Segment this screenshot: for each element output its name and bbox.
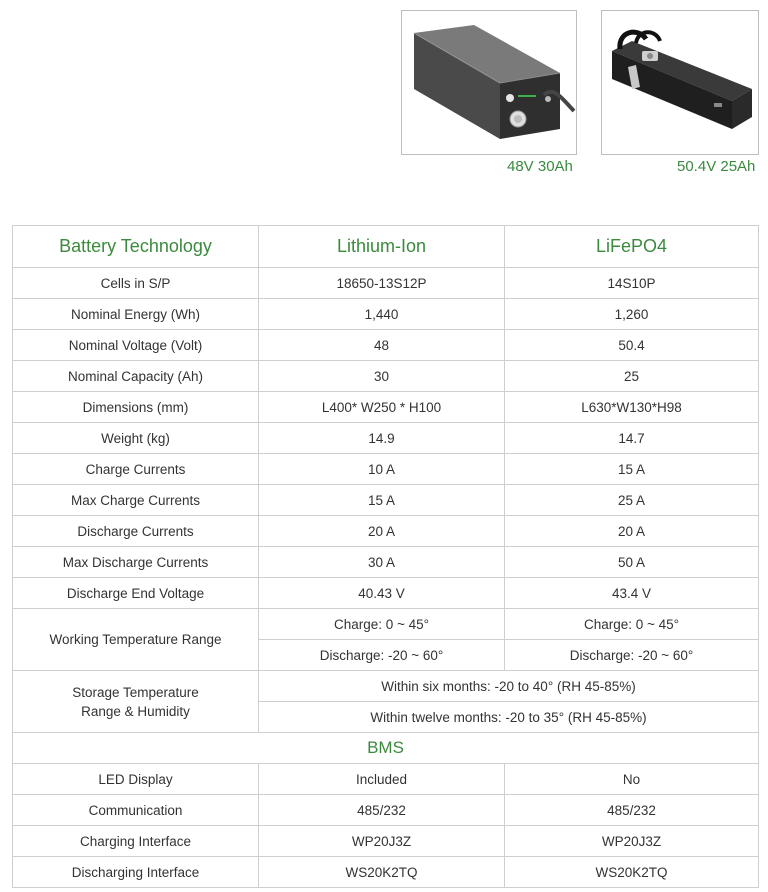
storage-label-line2: Range & Humidity [81, 703, 190, 719]
value-lithium-ion: 1,440 [259, 299, 505, 330]
product-caption: 48V 30Ah [507, 158, 573, 175]
value-lifepo4: No [505, 764, 759, 795]
value-lifepo4: 485/232 [505, 795, 759, 826]
row-label: Max Charge Currents [13, 485, 259, 516]
value-lithium-ion: L400* W250 * H100 [259, 392, 505, 423]
row-label: Working Temperature Range [13, 609, 259, 671]
row-label: Cells in S/P [13, 268, 259, 299]
value-lifepo4: 14.7 [505, 423, 759, 454]
row-label: Communication [13, 795, 259, 826]
row-label: Charge Currents [13, 454, 259, 485]
value-lithium-ion: 18650-13S12P [259, 268, 505, 299]
value-lifepo4: 25 [505, 361, 759, 392]
table-row-storage [13, 671, 759, 702]
row-label: Discharging Interface [13, 857, 259, 888]
value-lithium-ion: 48 [259, 330, 505, 361]
table-row [13, 485, 759, 516]
value-lithium-ion: 30 [259, 361, 505, 392]
value-lithium-ion: 10 A [259, 454, 505, 485]
value-lithium-ion: 20 A [259, 516, 505, 547]
bms-title: BMS [13, 733, 759, 764]
value-lithium-ion: 15 A [259, 485, 505, 516]
value-lifepo4: 14S10P [505, 268, 759, 299]
value-lifepo4: WS20K2TQ [505, 857, 759, 888]
table-row [13, 392, 759, 423]
product-image-frame [601, 10, 759, 155]
battery-box-image [402, 11, 576, 154]
value-lithium-ion: 14.9 [259, 423, 505, 454]
value-lithium-ion: 30 A [259, 547, 505, 578]
header-lifepo4: LiFePO4 [505, 226, 759, 268]
row-label: Nominal Voltage (Volt) [13, 330, 259, 361]
row-label: Nominal Capacity (Ah) [13, 361, 259, 392]
row-label: LED Display [13, 764, 259, 795]
table-row-working-temperature [13, 609, 759, 640]
header-lithium-ion: Lithium-Ion [259, 226, 505, 268]
row-label-storage [13, 671, 259, 733]
table-row [13, 857, 759, 888]
value-lithium-ion: 485/232 [259, 795, 505, 826]
value-lifepo4: WP20J3Z [505, 826, 759, 857]
table-row [13, 764, 759, 795]
value-lithium-ion: WP20J3Z [259, 826, 505, 857]
value-lifepo4: 20 A [505, 516, 759, 547]
value-lithium-ion: Included [259, 764, 505, 795]
table-row [13, 330, 759, 361]
value-lifepo4-discharge: Discharge: -20 ~ 60° [505, 640, 759, 671]
storage-six-months: Within six months: -20 to 40° (RH 45-85%) [259, 671, 759, 702]
table-row [13, 299, 759, 330]
table-row [13, 268, 759, 299]
table-row [13, 795, 759, 826]
row-label: Max Discharge Currents [13, 547, 259, 578]
value-lifepo4: 43.4 V [505, 578, 759, 609]
value-lithium-ion-discharge: Discharge: -20 ~ 60° [259, 640, 505, 671]
row-label: Discharge End Voltage [13, 578, 259, 609]
value-lifepo4: 50.4 [505, 330, 759, 361]
storage-twelve-months: Within twelve months: -20 to 35° (RH 45-85%) [259, 702, 759, 733]
table-row [13, 516, 759, 547]
header-battery-technology: Battery Technology [13, 226, 259, 268]
row-label: Discharge Currents [13, 516, 259, 547]
storage-label-line1: Storage Temperature [72, 684, 199, 700]
row-label: Nominal Energy (Wh) [13, 299, 259, 330]
value-lifepo4: L630*W130*H98 [505, 392, 759, 423]
bms-section-row [13, 733, 759, 764]
value-lifepo4: 50 A [505, 547, 759, 578]
spec-table [12, 225, 759, 888]
value-lifepo4: 15 A [505, 454, 759, 485]
table-row [13, 547, 759, 578]
row-label: Weight (kg) [13, 423, 259, 454]
value-lithium-ion-charge: Charge: 0 ~ 45° [259, 609, 505, 640]
table-row [13, 454, 759, 485]
value-lithium-ion: WS20K2TQ [259, 857, 505, 888]
value-lifepo4-charge: Charge: 0 ~ 45° [505, 609, 759, 640]
table-row [13, 423, 759, 454]
table-header-row [13, 226, 759, 268]
table-row [13, 361, 759, 392]
value-lithium-ion: 40.43 V [259, 578, 505, 609]
product-image-frame [401, 10, 577, 155]
row-label: Dimensions (mm) [13, 392, 259, 423]
value-lifepo4: 1,260 [505, 299, 759, 330]
value-lifepo4: 25 A [505, 485, 759, 516]
table-row [13, 578, 759, 609]
table-row [13, 826, 759, 857]
product-caption: 50.4V 25Ah [677, 158, 756, 175]
battery-pack-image [602, 11, 758, 154]
row-label: Charging Interface [13, 826, 259, 857]
